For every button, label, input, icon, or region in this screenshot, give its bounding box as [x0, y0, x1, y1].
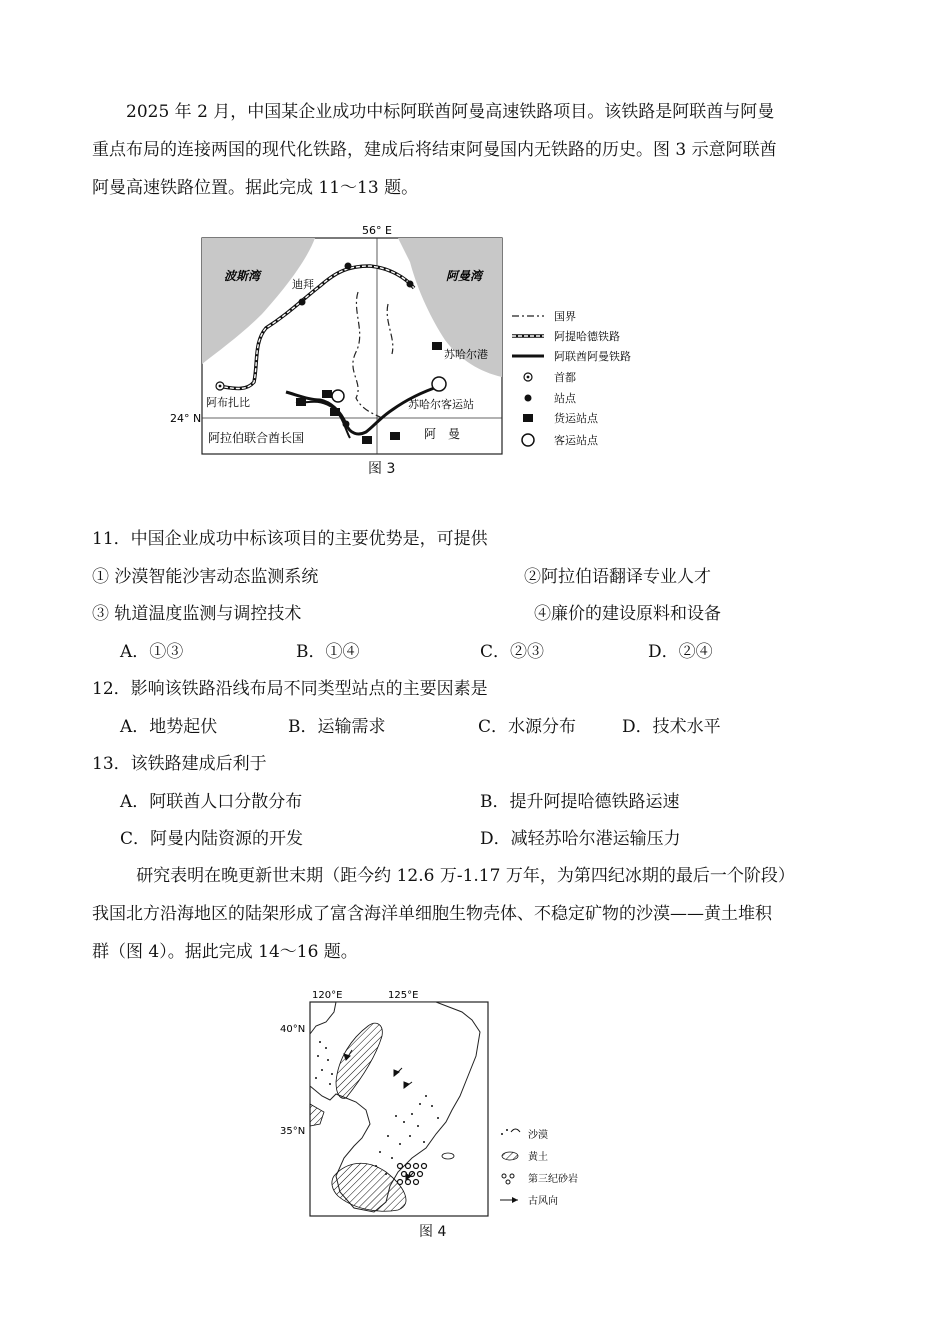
legend-station: 站点 [554, 392, 576, 405]
q11-item-1: ① 沙漠智能沙害动态监测系统 [92, 566, 319, 587]
q11-option-d[interactable]: D．②④ [648, 641, 713, 662]
q12-option-b[interactable]: B．运输需求 [288, 716, 386, 737]
capital-dot [219, 385, 222, 388]
station-north [345, 263, 352, 270]
uae-label: 阿拉伯联合酋长国 [208, 431, 305, 445]
q12-option-d[interactable]: D．技术水平 [622, 716, 721, 737]
sohar-passenger-label: 苏哈尔客运站 [408, 398, 474, 411]
q12-option-a[interactable]: A．地势起伏 [120, 716, 218, 737]
legend4-loess: 黄土 [528, 1152, 548, 1163]
q11-item-2: ②阿拉伯语翻译专业人才 [524, 566, 711, 587]
q13-option-d[interactable]: D．减轻苏哈尔港运输压力 [480, 829, 681, 849]
legend-border: 国界 [554, 310, 576, 323]
q13-option-b[interactable]: B．提升阿提哈德铁路运速 [480, 791, 680, 812]
q11-item-4: ④廉价的建设原料和设备 [534, 604, 721, 624]
intro-paragraph-1 [92, 93, 862, 207]
lon-label-120: 120°E [312, 990, 343, 1001]
figure-3-map [170, 222, 640, 458]
q13-option-a[interactable]: A．阿联酋人口分散分布 [120, 791, 303, 812]
legend-uae-oman: 阿联酋阿曼铁路 [554, 350, 631, 363]
q13-stem: 13．该铁路建成后利于 [92, 754, 267, 774]
persian-gulf-label: 波斯湾 [224, 269, 261, 283]
figure-4-caption: 图 4 [419, 1224, 447, 1240]
meridian-label: 56° E [362, 224, 392, 237]
legend-freight: 货运站点 [554, 412, 598, 425]
q11-stem: 11．中国企业成功中标该项目的主要优势是，可提供 [92, 529, 488, 549]
questions-block [92, 521, 892, 859]
intro-paragraph-2 [92, 857, 872, 971]
intro1-line-2: 重点布局的连接两国的现代化铁路，建成后将结束阿曼国内无铁路的历史。图 3 示意阿联酋 [92, 140, 777, 160]
station-east [407, 281, 414, 288]
figure-3-legend [512, 310, 631, 447]
intro1-line-1: 2025 年 2 月，中国某企业成功中标阿联酋阿曼高速铁路项目。该铁路是阿联酋与阿曼 [126, 102, 775, 122]
q11-option-b[interactable]: B．①④ [296, 641, 360, 662]
legend4-wind: 古风向 [528, 1196, 558, 1207]
station-border [343, 421, 350, 428]
figure-4-legend [500, 1128, 578, 1207]
intro2-line-1: 研究表明在晚更新世末期（距今约 12.6 万-1.17 万年，为第四纪冰期的最后一个阶段） [136, 866, 795, 886]
intro2-line-3: 群（图 4）。据此完成 14～16 题。 [92, 942, 358, 962]
dubai-label: 迪拜 [292, 278, 314, 291]
q11-option-a[interactable]: A．①③ [120, 641, 184, 662]
q12-option-c[interactable]: C．水源分布 [478, 716, 577, 737]
lon-label-125: 125°E [388, 990, 419, 1001]
legend-capital: 首都 [554, 371, 576, 384]
figure-3-caption: 图 3 [368, 461, 396, 477]
gulf-of-oman-label: 阿曼湾 [446, 269, 483, 283]
legend4-desert: 沙漠 [528, 1130, 548, 1141]
oman-label: 阿 曼 [424, 427, 461, 441]
island [442, 1153, 454, 1159]
lat-label-35: 35°N [280, 1126, 306, 1137]
parallel-label: 24° N [170, 412, 202, 425]
intro1-line-3: 阿曼高速铁路位置。据此完成 11～13 题。 [92, 178, 419, 198]
q12-stem: 12．影响该铁路沿线布局不同类型站点的主要因素是 [92, 679, 488, 699]
legend4-sandstone: 第三纪砂岩 [528, 1174, 578, 1185]
station-dubai [299, 299, 306, 306]
sohar-port-label: 苏哈尔港 [444, 348, 488, 361]
q13-option-c[interactable]: C．阿曼内陆资源的开发 [120, 829, 304, 849]
intro2-line-2: 我国北方沿海地区的陆架形成了富含海洋单细胞生物壳体、不稳定矿物的沙漠——黄土堆积 [92, 904, 772, 924]
passenger-station-inland [332, 390, 344, 402]
legend-etihad: 阿提哈德铁路 [554, 330, 620, 343]
legend-passenger: 客运站点 [554, 434, 598, 447]
q11-option-c[interactable]: C．②③ [480, 641, 545, 662]
passenger-station-sohar [432, 377, 446, 391]
abu-dhabi-label: 阿布扎比 [206, 396, 250, 409]
q11-item-3: ③ 轨道温度监测与调控技术 [92, 604, 302, 624]
lat-label-40: 40°N [280, 1024, 306, 1035]
figure-4-map [276, 986, 606, 1222]
